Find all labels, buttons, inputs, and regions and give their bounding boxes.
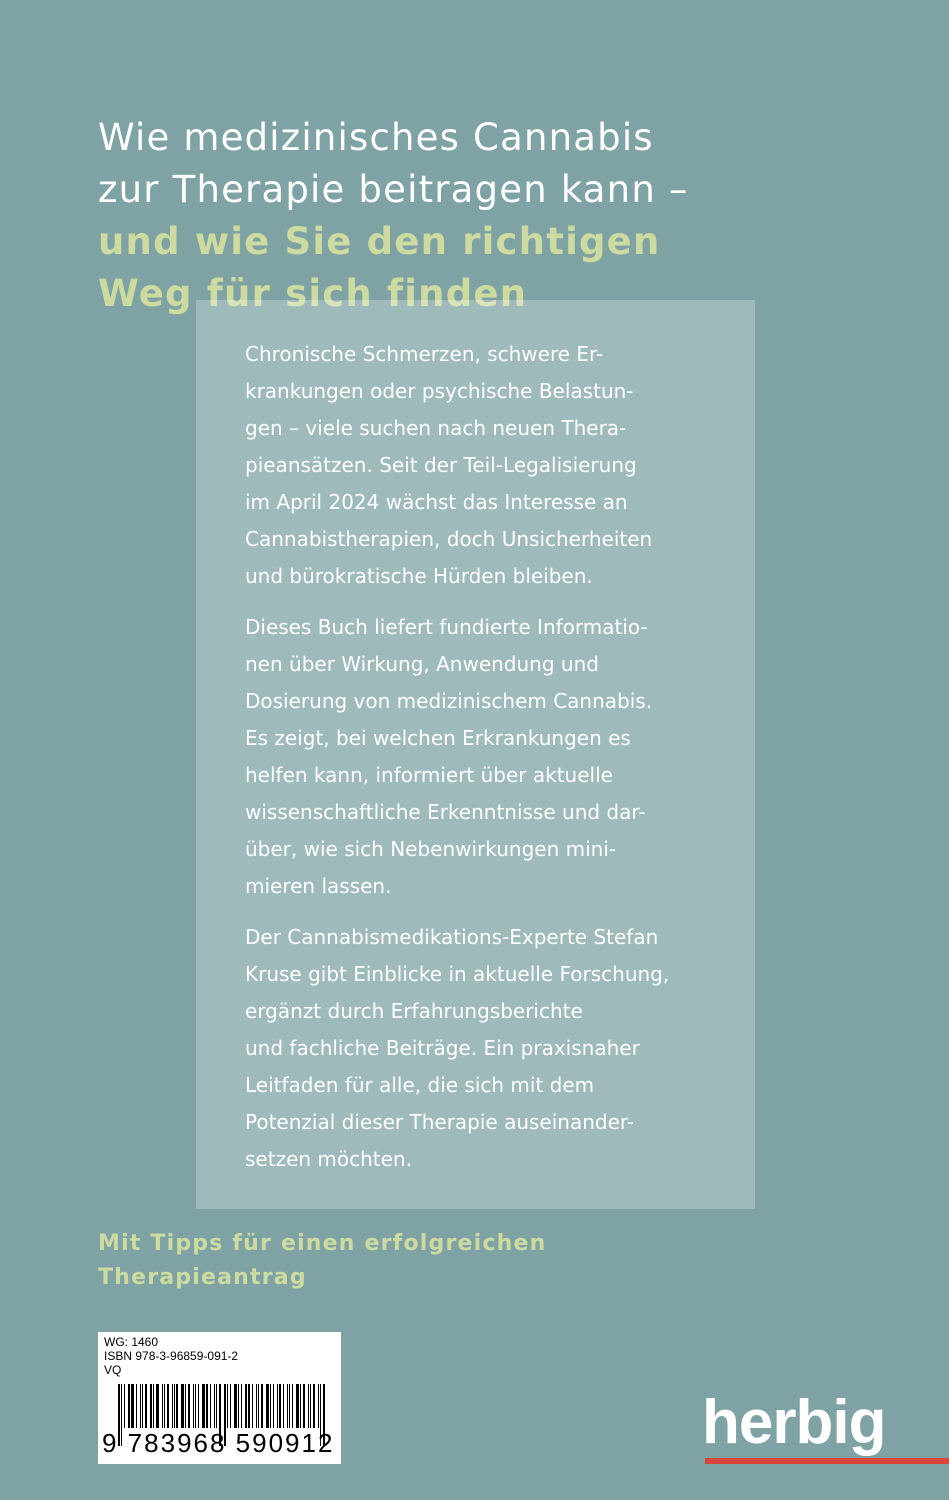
barcode-bar: [273, 1384, 274, 1428]
barcode-bar: [292, 1384, 293, 1428]
barcode-bar: [261, 1384, 263, 1428]
barcode-bar: [277, 1384, 278, 1428]
blurb-line: Kruse gibt Einblicke in aktuelle Forschung,: [245, 962, 670, 986]
barcode-bar: [150, 1384, 152, 1428]
barcode-bar: [142, 1384, 143, 1428]
blurb-line: mieren lassen.: [245, 874, 392, 898]
blurb-line: Chronische Schmerzen, schwere Er-: [245, 342, 604, 366]
barcode-bar: [248, 1384, 250, 1428]
barcode-bar: [153, 1384, 154, 1428]
barcode-bar: [241, 1384, 242, 1428]
barcode-bar: [230, 1384, 231, 1428]
blurb-line: Potenzial dieser Therapie auseinander-: [245, 1110, 635, 1134]
blurb-line: setzen möchten.: [245, 1147, 412, 1171]
barcode-bar: [193, 1384, 194, 1428]
barcode-bar: [128, 1384, 130, 1428]
barcode-bar: [279, 1384, 281, 1428]
barcode-bar: [313, 1384, 315, 1428]
blurb-line: ergänzt durch Erfahrungsberichte: [245, 999, 583, 1023]
barcode-bar: [202, 1384, 205, 1428]
blurb-line: und fachliche Beiträge. Ein praxisnaher: [245, 1036, 640, 1060]
barcode-bar: [234, 1384, 237, 1428]
barcode-bar: [198, 1384, 199, 1428]
isbn-text: ISBN 978-3-96859-091-2: [104, 1349, 239, 1363]
barcode-digits: 9 783968 590912: [102, 1428, 335, 1458]
barcode-bar: [256, 1384, 257, 1428]
barcode-bar: [181, 1384, 184, 1428]
headline-line-2: zur Therapie beitragen kann –: [98, 168, 689, 211]
barcode-bar: [206, 1384, 208, 1428]
blurb-line: Cannabistherapien, doch Unsicherheiten: [245, 527, 653, 551]
barcode-bar: [140, 1384, 141, 1428]
barcode-bar: [245, 1384, 247, 1428]
barcode-bar: [172, 1384, 173, 1428]
barcode-bar: [131, 1384, 134, 1428]
barcode-label: [98, 1332, 341, 1464]
barcode-bar: [318, 1384, 319, 1428]
blurb-line: nen über Wirkung, Anwendung und: [245, 652, 599, 676]
blurb-line: Es zeigt, bei welchen Erkrankungen es: [245, 726, 631, 750]
blurb-line: und bürokratische Hürden bleiben.: [245, 564, 593, 588]
blurb-line: über, wie sich Nebenwirkungen mini-: [245, 837, 617, 861]
barcode-bar: [238, 1384, 239, 1428]
barcode-bar: [216, 1384, 217, 1428]
barcode-bar: [283, 1384, 284, 1428]
blurb-line: helfen kann, informiert über aktuelle: [245, 763, 613, 787]
barcode-bar: [266, 1384, 269, 1428]
barcode-bar: [310, 1384, 311, 1428]
headline-line-1: Wie medizinisches Cannabis: [98, 116, 654, 159]
blurb-line: Dieses Buch liefert fundierte Informatio-: [245, 615, 648, 639]
blurb-line: pieansätzen. Seit der Teil-Legalisierung: [245, 453, 637, 477]
barcode-bar: [124, 1384, 125, 1428]
headline-line-3: und wie Sie den richtigen: [98, 220, 661, 263]
blurb-line: Der Cannabismedikations-Experte Stefan: [245, 925, 659, 949]
publisher-logo-underline: [705, 1458, 949, 1464]
tip-line-2: Therapieantrag: [98, 1265, 307, 1290]
blurb-line: gen – viele suchen nach neuen Thera-: [245, 416, 627, 440]
headline: [98, 112, 818, 320]
blurb-line: im April 2024 wächst das Interesse an: [245, 490, 628, 514]
barcode-bar: [296, 1384, 299, 1428]
blurb-paragraph-2: [245, 609, 725, 905]
barcode-bar: [252, 1384, 253, 1428]
barcode-bar: [270, 1384, 271, 1428]
blurb-text: [245, 336, 725, 1192]
barcode-bar: [258, 1384, 259, 1428]
barcode-bar: [210, 1384, 211, 1428]
barcode-bar: [227, 1384, 228, 1428]
barcode-bar: [156, 1384, 159, 1428]
barcode-bar: [289, 1384, 290, 1428]
barcode-bar: [167, 1384, 169, 1428]
blurb-line: Dosierung von medizinischem Cannabis.: [245, 689, 653, 713]
barcode-bar: [145, 1384, 147, 1428]
barcode-bar: [136, 1384, 137, 1428]
barcode-bar: [195, 1384, 196, 1428]
headline-line-4: Weg für sich finden: [98, 272, 528, 315]
code-text: VQ: [104, 1363, 122, 1377]
barcode-bar: [287, 1384, 289, 1428]
blurb-paragraph-1: [245, 336, 725, 595]
blurb-line: Leitfaden für alle, die sich mit dem: [245, 1073, 595, 1097]
publisher-logo: herbig: [702, 1388, 886, 1457]
tip-callout: [98, 1227, 618, 1295]
barcode-bar: [185, 1384, 186, 1428]
barcode-bar: [303, 1384, 305, 1428]
barcode-bar: [300, 1384, 301, 1428]
blurb-line: wissenschaftliche Erkenntnisse und dar-: [245, 800, 646, 824]
barcode-bar: [214, 1384, 215, 1428]
barcode-bar: [164, 1384, 165, 1428]
barcode-bar: [188, 1384, 190, 1428]
barcode-bar: [174, 1384, 175, 1428]
blurb-line: krankungen oder psychische Belastun-: [245, 379, 634, 403]
tip-line-1: Mit Tipps für einen erfolgreichen: [98, 1231, 547, 1256]
wg-text: WG: 1460: [104, 1335, 159, 1349]
barcode-bar: [162, 1384, 163, 1428]
blurb-paragraph-3: [245, 919, 725, 1178]
barcode-bar: [176, 1384, 178, 1428]
barcode-bar: [308, 1384, 309, 1428]
